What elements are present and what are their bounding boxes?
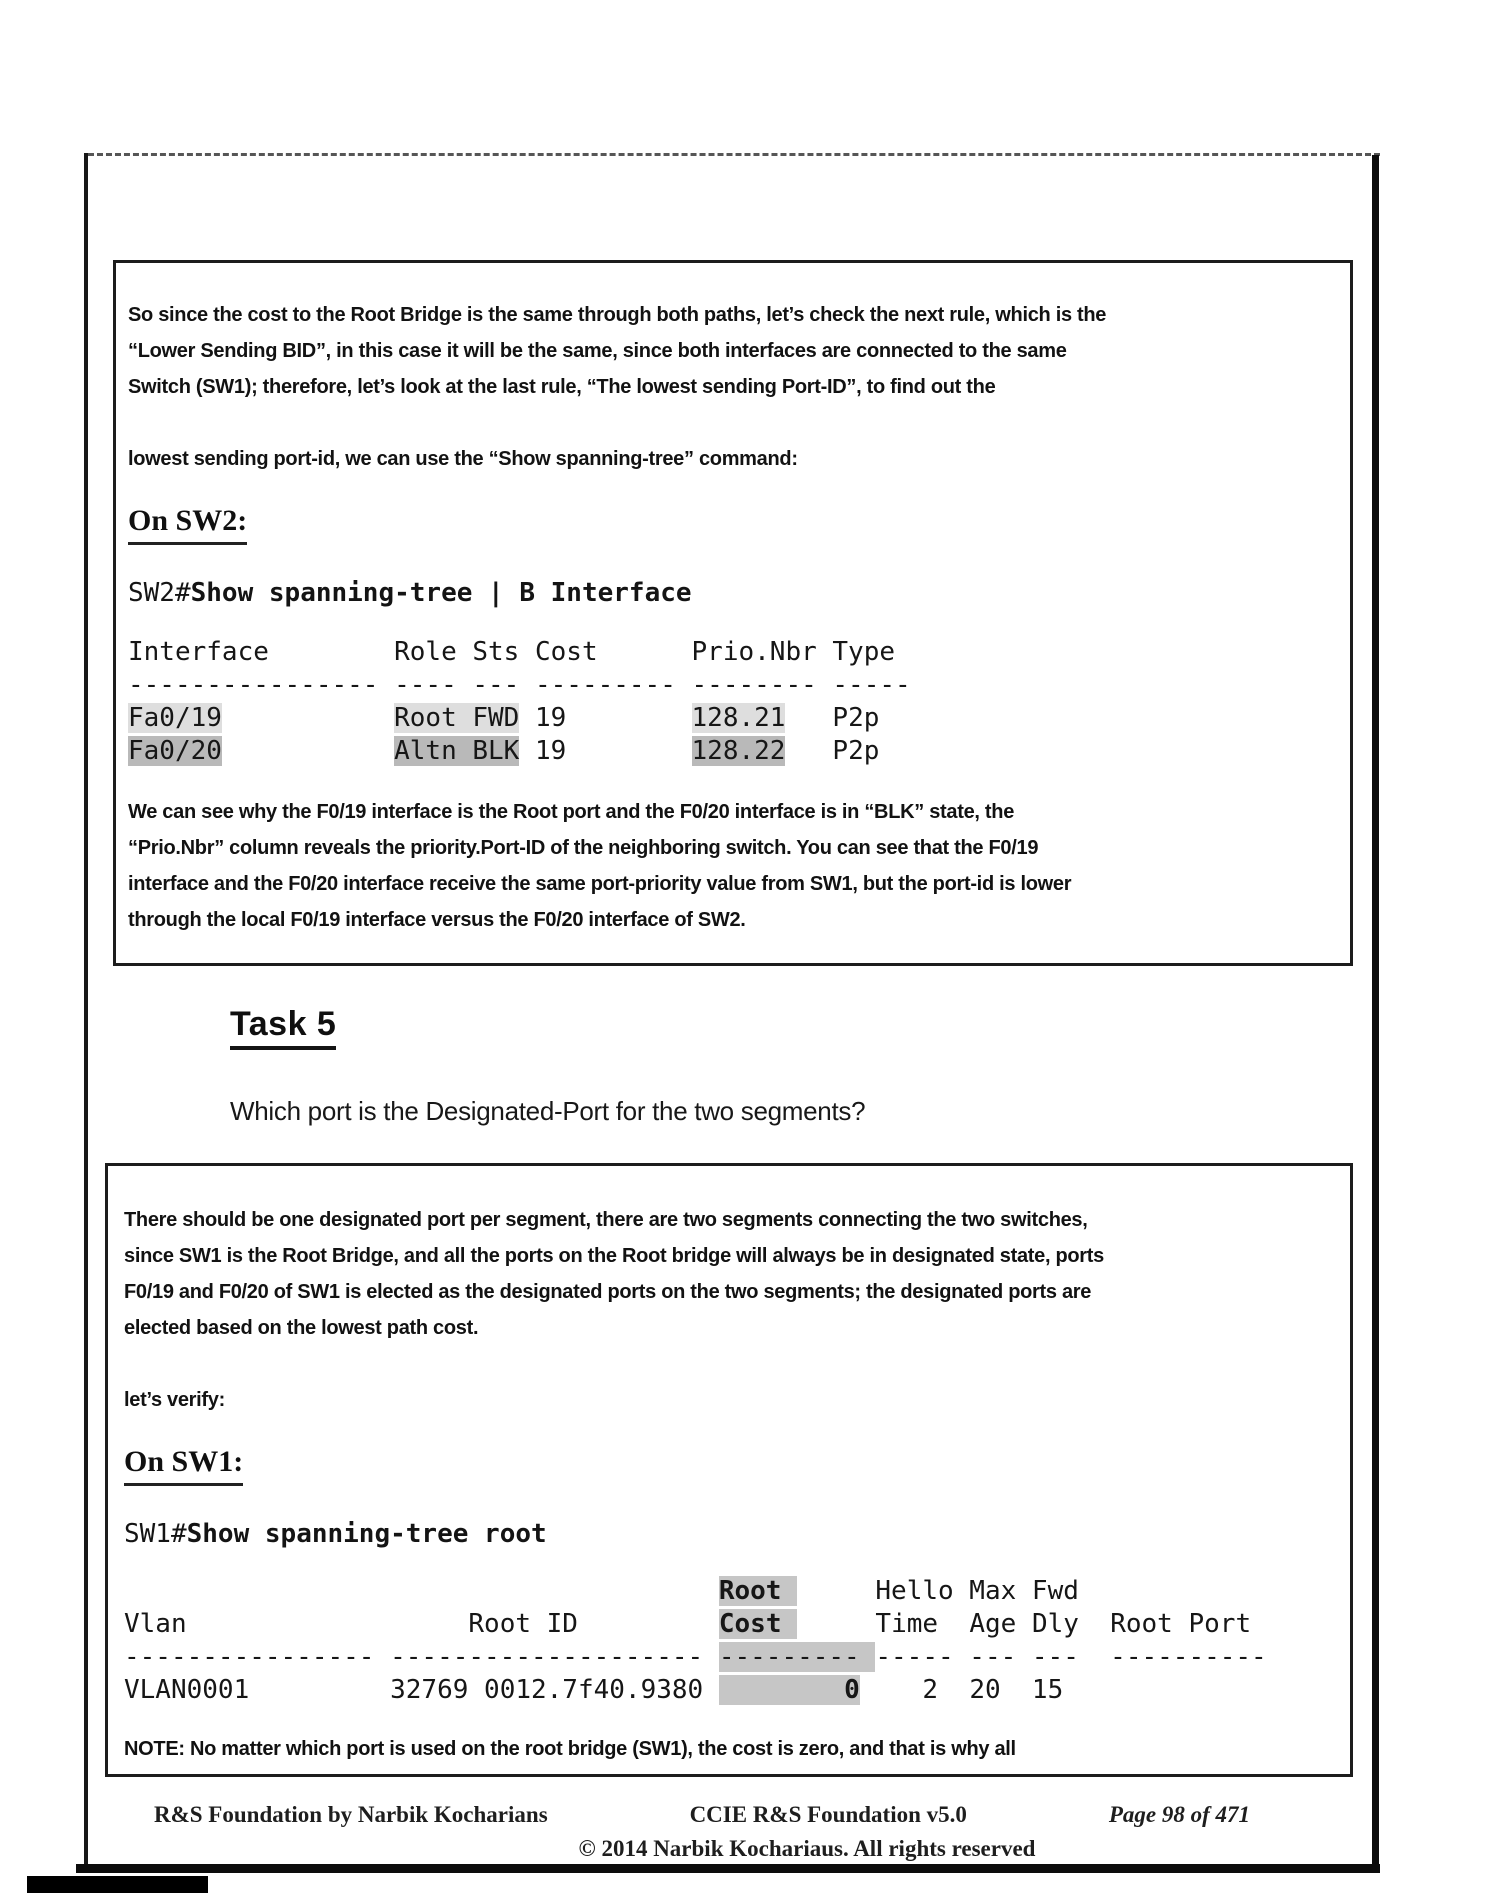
gap	[187, 1609, 469, 1639]
timer-values: 2 20 15	[859, 1675, 1064, 1705]
root-cost-header-root: Root	[718, 1576, 798, 1606]
time-age-dly-root-port-header: Time Age Dly Root Port	[875, 1609, 1252, 1639]
page-footer	[84, 1802, 1380, 1862]
gap	[124, 1576, 719, 1606]
page-border-left	[84, 153, 88, 1868]
gap	[578, 1609, 719, 1639]
task-5-question: Which port is the Designated-Port for the two segments?	[230, 1096, 866, 1126]
role-altn-blk: Altn BLK	[394, 736, 520, 766]
text-line: We can see why the F0/19 interface is the Root port and the F0/20 interface is in “BLK” state, the	[128, 801, 1015, 823]
gap	[797, 1576, 875, 1606]
text-line: elected based on the lowest path cost.	[124, 1317, 479, 1339]
sw1-table-divider: ---------------- --------------------	[124, 1642, 719, 1672]
vlan-header: Vlan	[124, 1609, 187, 1639]
role-root-fwd: Root FWD	[394, 703, 520, 733]
prio-128-21: 128.21	[691, 703, 786, 733]
paragraph-designated-ports	[124, 1202, 1330, 1346]
sw1-prompt: SW1#	[124, 1519, 187, 1549]
sw2-spanning-tree-output	[128, 636, 1330, 768]
text-line: There should be one designated port per segment, there are two segments connecting the two switches,	[124, 1209, 1088, 1231]
sw2-table-divider: ---------------- ---- --- --------- -------- -----	[128, 670, 911, 700]
text-line: So since the cost to the Root Bridge is the same through both paths, let’s check the next rule, which is the	[128, 304, 1107, 326]
root-cost-zero-value: 0	[718, 1675, 860, 1705]
gap	[785, 703, 832, 733]
type-p2p: P2p	[832, 736, 880, 766]
root-cost-divider: ---------	[718, 1642, 876, 1672]
root-cost-header-cost: Cost	[718, 1609, 798, 1639]
vlan0001-cell: VLAN0001	[124, 1675, 250, 1705]
root-id-value: 32769 0012.7f40.9380	[390, 1675, 704, 1705]
footer-title: CCIE R&S Foundation v5.0	[689, 1802, 967, 1827]
on-sw2-heading: On SW2:	[128, 501, 1330, 545]
gap	[785, 736, 832, 766]
text-line: since SW1 is the Root Bridge, and all the ports on the Root bridge will always be in designated state, ports	[124, 1245, 1104, 1267]
text-line: through the local F0/19 interface versus the F0/20 interface of SW2.	[128, 909, 746, 931]
sw2-table-header: Interface Role Sts Cost Prio.Nbr Type	[128, 637, 896, 667]
cost-19: 19	[519, 703, 692, 733]
hello-max-fwd-header: Hello Max Fwd	[875, 1576, 1079, 1606]
sw1-table-divider: ----- --- --- ----------	[875, 1642, 1267, 1672]
sw1-spanning-tree-root-output	[124, 1575, 1330, 1707]
gap	[797, 1609, 875, 1639]
page-border-right	[1372, 155, 1379, 1868]
on-sw1-heading: On SW1:	[124, 1442, 1330, 1486]
text-line: Switch (SW1); therefore, let’s look at the last rule, “The lowest sending Port-ID”, to find out the	[128, 376, 996, 398]
text-line: F0/19 and F0/20 of SW1 is elected as the designated ports on the two segments; the designated ports are	[124, 1281, 1092, 1303]
gap	[703, 1675, 719, 1705]
sw2-command: Show spanning-tree | B Interface	[190, 578, 692, 608]
page-border-top	[88, 153, 1380, 156]
sw1-command-line	[124, 1518, 1330, 1551]
footer-row-1	[84, 1802, 1380, 1828]
text-line: interface and the F0/20 interface receive the same port-priority value from SW1, but the port-id is lower	[128, 873, 1072, 895]
text-line: “Prio.Nbr” column reveals the priority.Port-ID of the neighboring switch. You can see that the F0/19	[128, 837, 1039, 859]
gap	[222, 703, 394, 733]
lets-verify-label: let’s verify:	[124, 1389, 225, 1411]
paragraph-root-bridge-cost	[128, 297, 1330, 405]
gap	[249, 1675, 390, 1705]
type-p2p: P2p	[832, 703, 880, 733]
interface-fa0-20: Fa0/20	[128, 736, 222, 766]
paragraph-lowest-port-id: lowest sending port-id, we can use the “Show spanning-tree” command:	[128, 448, 798, 470]
interface-fa0-19: Fa0/19	[128, 703, 222, 733]
prio-128-22: 128.22	[691, 736, 786, 766]
text-line: “Lower Sending BID”, in this case it will be the same, since both interfaces are connected to the same	[128, 340, 1067, 362]
answer-box-sw1	[105, 1163, 1353, 1777]
root-id-header: Root ID	[468, 1609, 578, 1639]
footer-copyright: © 2014 Narbik Kochariaus. All rights reserved	[578, 1836, 1036, 1861]
footer-page-number: Page 98 of 471	[1108, 1802, 1250, 1827]
note-line: NOTE: No matter which port is used on the root bridge (SW1), the cost is zero, and that is why all	[124, 1738, 1016, 1760]
paragraph-root-port-explanation	[128, 794, 1330, 938]
sw2-prompt: SW2#	[128, 578, 191, 608]
page-border-bottom	[76, 1864, 1380, 1873]
sw1-command: Show spanning-tree root	[186, 1519, 547, 1549]
redaction-bar	[27, 1876, 208, 1893]
task-5-heading: Task 5	[230, 1005, 336, 1050]
cost-19: 19	[519, 736, 692, 766]
gap	[222, 736, 394, 766]
footer-author: R&S Foundation by Narbik Kocharians	[154, 1802, 548, 1827]
answer-box-sw2	[113, 260, 1353, 966]
sw2-command-line	[128, 577, 1330, 610]
